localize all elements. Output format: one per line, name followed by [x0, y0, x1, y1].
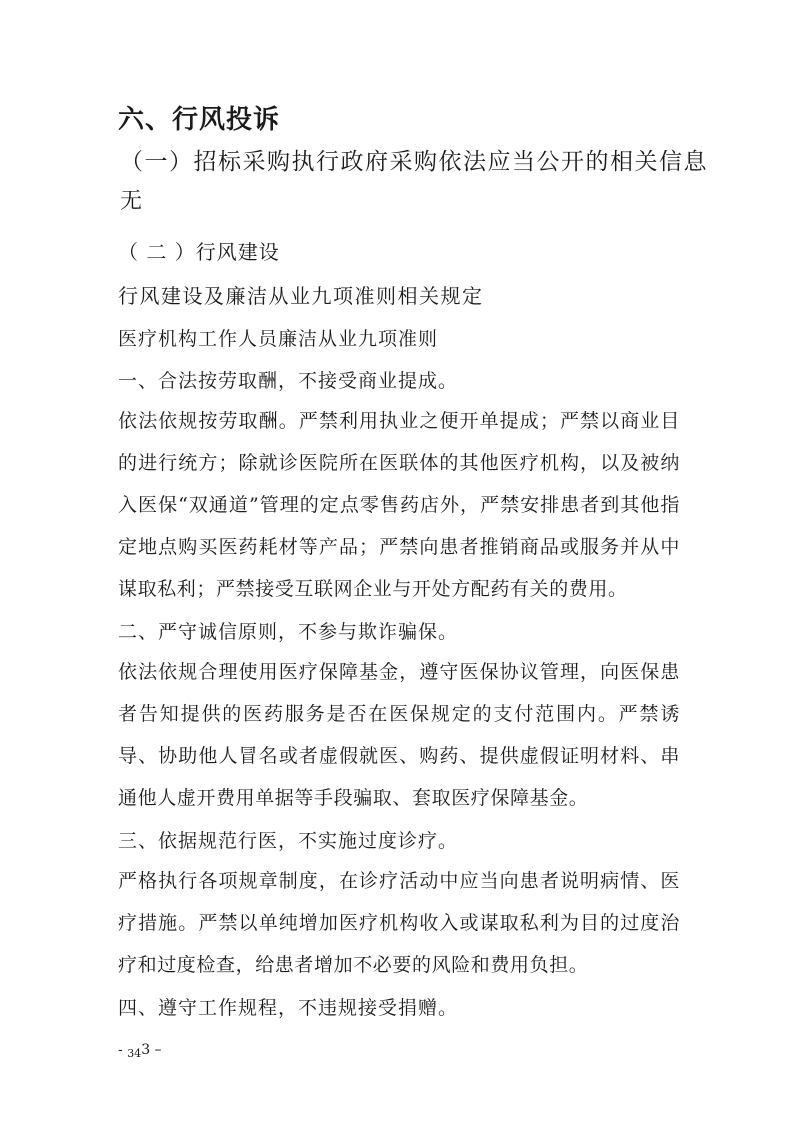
page-number-b: 3	[141, 1042, 151, 1058]
doc-title: 医疗机构工作人员廉洁从业九项准则	[118, 328, 439, 350]
subsection-heading-2: （ 二 ）行风建设	[118, 240, 280, 264]
rule-3-heading: 三、依据规范行医，不实施过度诊疗。	[118, 830, 459, 852]
page-number	[118, 1042, 162, 1058]
rules-title: 行风建设及廉洁从业九项准则相关规定	[118, 284, 484, 308]
rule-1-heading: 一、合法按劳取酬，不接受商业提成。	[118, 370, 459, 392]
rule-2-heading: 二、严守诚信原则，不参与欺诈骗保。	[118, 621, 459, 643]
subsection-heading-1: （一）招标采购执行政府采购依法应当公开的相关信息	[120, 149, 708, 175]
rule-3-body: 严格执行各项规章制度，在诊疗活动中应当向患者说明病情、医疗措施。严禁以单纯增加医疗机构收入或谋取私利为目的过度治疗和过度检查，给患者增加不必要的风险和费用负担。	[118, 870, 680, 976]
rule-2-body: 依法依规合理使用医疗保障基金，遵守医保协议管理，向医保患者告知提供的医药服务是否在医保规定的支付范围内。严禁诱导、协助他人冒名或者虚假就医、购药、提供虚假证明材料、串通他人虚开费用单据等手段骗取、套取医疗保障基金。	[118, 661, 680, 809]
page-number-prefix: -	[118, 1042, 128, 1058]
section-title: 六、行风投诉	[118, 105, 281, 135]
page-number-suffix: –	[150, 1042, 162, 1058]
subsection-content-1: 无	[120, 189, 144, 214]
rule-1-body: 依法依规按劳取酬。严禁利用执业之便开单提成；严禁以商业目的进行统方；除就诊医院所在医联体的其他医疗机构，以及被纳入医保“双通道”管理的定点零售药店外，严禁安排患者到其他指定地点购买医药耗材等产品；严禁向患者推销商品或服务并从中谋取私利；严禁接受互联网企业与开处方配药有关的费用。	[118, 410, 680, 600]
page-number-a: 34	[127, 1047, 142, 1060]
rule-4-heading: 四、遵守工作规程，不违规接受捐赠。	[118, 997, 459, 1019]
